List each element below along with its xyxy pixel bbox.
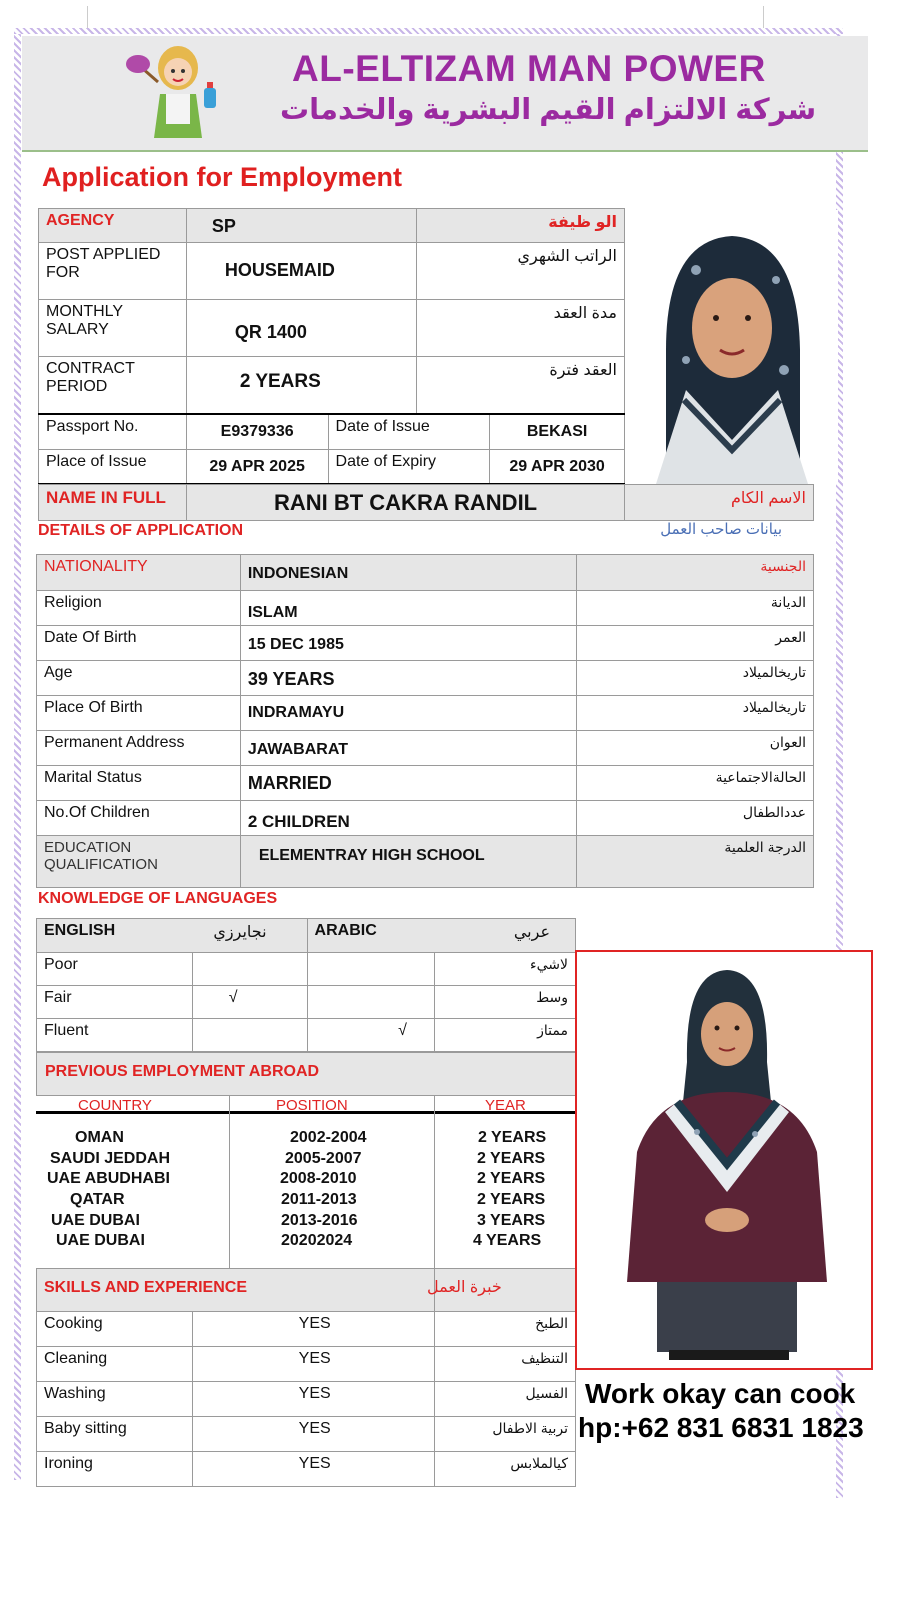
details-section-title-ar: بيانات صاحب العمل: [660, 521, 782, 538]
skill-babysitting-label: Baby sitting: [37, 1417, 193, 1452]
maid-mascot-logo: [122, 38, 232, 150]
frame-top: [14, 28, 843, 34]
education-value: ELEMENTRAY HIGH SCHOOL: [240, 836, 577, 888]
guide-line-left: [87, 6, 88, 28]
nationality-value: INDONESIAN: [240, 555, 577, 591]
address-label: Permanent Address: [37, 731, 241, 766]
lang-level-fluent-ar: ممتاز: [435, 1019, 576, 1052]
employment-row: [36, 1231, 576, 1252]
age-value: 39 YEARS: [240, 661, 577, 696]
lang-level-fair: Fair: [37, 986, 193, 1019]
age-label-ar: تاريخالميلاد: [577, 661, 814, 696]
employment-row: [36, 1169, 576, 1190]
employment-years: 4 YEARS: [473, 1232, 542, 1250]
salary-label: MONTHLY SALARY: [39, 300, 187, 357]
place-of-birth-label-ar: تاريخالميلاد: [577, 696, 814, 731]
employment-section-title: PREVIOUS EMPLOYMENT ABROAD: [45, 1063, 320, 1080]
expiry-date-value: 29 APR 2030: [490, 449, 625, 484]
lang-level-poor-ar: لاشيء: [435, 953, 576, 986]
place-of-birth-value: INDRAMAYU: [240, 696, 577, 731]
english-header: ENGLISH: [44, 922, 116, 939]
contract-label: CONTRACT PERIOD: [39, 357, 187, 414]
note-line-1: Work okay can cook: [585, 1378, 856, 1409]
nationality-label-ar: الجنسية: [577, 555, 814, 591]
employment-period: 2005-2007: [285, 1149, 362, 1167]
skills-title-cell: [37, 1269, 502, 1312]
lang-fluent-english: [192, 1019, 307, 1052]
skill-ironing-label-ar: كيالملابس: [435, 1452, 576, 1487]
agency-label-ar: الو ظيفة: [416, 209, 624, 243]
passport-no-label: Passport No.: [39, 414, 187, 449]
skill-babysitting-value: YES: [192, 1417, 435, 1452]
frame-left: [14, 28, 21, 1480]
marital-status-label: Marital Status: [37, 766, 241, 801]
skill-washing-label: Washing: [37, 1382, 193, 1417]
skill-cooking-label-ar: الطبخ: [435, 1312, 576, 1347]
post-value: HOUSEMAID: [186, 243, 416, 300]
guide-line-right: [763, 6, 764, 28]
lang-poor-arabic: [307, 953, 435, 986]
skill-cooking-label: Cooking: [37, 1312, 193, 1347]
lang-fluent-arabic: √: [307, 1019, 435, 1052]
employment-row: [36, 1190, 576, 1211]
agency-label: AGENCY: [39, 209, 187, 243]
address-value: JAWABARAT: [240, 731, 577, 766]
skill-babysitting-label-ar: تربية الاطفال: [435, 1417, 576, 1452]
employment-period: 2011-2013: [281, 1191, 357, 1209]
skill-washing-value: YES: [192, 1382, 435, 1417]
english-header-ar: نجايرزي: [213, 924, 267, 941]
employment-country: SAUDI JEDDAH: [50, 1149, 171, 1167]
post-label-ar: الراتب الشهري: [416, 243, 624, 300]
full-name-label: NAME IN FULL: [39, 485, 187, 521]
arabic-header: ARABIC: [314, 922, 377, 939]
skill-ironing-value: YES: [192, 1452, 435, 1487]
full-name-label-ar: الاسم الكام: [625, 485, 814, 521]
skill-cooking-value: YES: [192, 1312, 435, 1347]
lang-fair-arabic: [307, 986, 435, 1019]
company-name-en: AL-ELTIZAM MAN POWER: [292, 48, 766, 89]
col-year-header: YEAR: [485, 1097, 526, 1114]
english-header-cell: [37, 919, 308, 953]
employment-period: 20202024: [281, 1232, 353, 1250]
marital-status-value: MARRIED: [240, 766, 577, 801]
note-phone: hp:+62 831 6831 1823: [578, 1412, 864, 1443]
marital-status-label-ar: الحالةالاجتماعية: [577, 766, 814, 801]
education-label-ar: الدرجة العلمية: [577, 836, 814, 888]
skills-table: [36, 1268, 576, 1487]
arabic-header-cell: [307, 919, 575, 953]
employment-rows: [36, 1128, 576, 1252]
details-section-title: DETAILS OF APPLICATION: [38, 522, 244, 539]
employment-period: 2013-2016: [281, 1211, 358, 1229]
dob-label-ar: العمر: [577, 626, 814, 661]
lang-fair-english: √: [192, 986, 307, 1019]
full-name-table: [38, 484, 814, 521]
issue-date-label: Date of Issue: [328, 414, 490, 449]
skill-cleaning-label: Cleaning: [37, 1347, 193, 1382]
place-of-issue-value: 29 APR 2025: [186, 449, 328, 484]
employment-country: OMAN: [75, 1129, 124, 1146]
lang-level-fair-ar: وسط: [435, 986, 576, 1019]
passport-no-value: E9379336: [186, 414, 328, 449]
arabic-header-ar: عربي: [513, 924, 550, 941]
religion-label-ar: الديانة: [577, 591, 814, 626]
header-banner: [22, 36, 868, 152]
employment-years: 2 YEARS: [478, 1129, 547, 1146]
issue-date-value: BEKASI: [490, 414, 625, 449]
lang-level-poor: Poor: [37, 953, 193, 986]
portrait-photo: [626, 210, 838, 484]
employment-years: 2 YEARS: [477, 1191, 546, 1209]
employment-country: UAE DUBAI: [56, 1232, 145, 1250]
children-label: No.Of Children: [37, 801, 241, 836]
languages-table: [36, 918, 576, 1052]
dob-label: Date Of Birth: [37, 626, 241, 661]
religion-label: Religion: [37, 591, 241, 626]
employment-years: 2 YEARS: [477, 1170, 546, 1188]
expiry-date-label: Date of Expiry: [328, 449, 490, 484]
nationality-label: NATIONALITY: [37, 555, 241, 591]
agency-value: SP: [186, 209, 416, 243]
religion-value: ISLAM: [240, 591, 577, 626]
employment-years: 2 YEARS: [477, 1149, 546, 1167]
col-country-header: COUNTRY: [78, 1097, 152, 1114]
passport-table: [38, 413, 625, 485]
children-value: 2 CHILDREN: [240, 801, 577, 836]
skill-washing-label-ar: الفسيل: [435, 1382, 576, 1417]
employment-row: [36, 1149, 576, 1170]
skill-cleaning-value: YES: [192, 1347, 435, 1382]
salary-label-ar: مدة العقد: [416, 300, 624, 357]
col-position-header: POSITION: [276, 1097, 348, 1114]
skills-section-title: SKILLS AND EXPERIENCE: [44, 1279, 247, 1296]
post-label: POST APPLIED FOR: [39, 243, 187, 300]
contract-label-ar: العقد فترة: [416, 357, 624, 414]
skills-section-title-ar: خبرة العمل: [427, 1279, 502, 1296]
employment-period: 2002-2004: [290, 1129, 367, 1146]
employment-period: 2008-2010: [280, 1170, 357, 1188]
lang-poor-english: [192, 953, 307, 986]
employment-years: 3 YEARS: [477, 1211, 546, 1229]
lang-level-fluent: Fluent: [37, 1019, 193, 1052]
job-info-table: [38, 208, 625, 414]
employment-row: [36, 1128, 576, 1149]
address-label-ar: العوان: [577, 731, 814, 766]
employment-country: UAE ABUDHABI: [47, 1170, 170, 1188]
place-of-birth-label: Place Of Birth: [37, 696, 241, 731]
dob-value: 15 DEC 1985: [240, 626, 577, 661]
company-name-ar: شركة الالتزام القيم البشرية والخدمات: [280, 94, 817, 126]
languages-section-title: KNOWLEDGE OF LANGUAGES: [38, 890, 278, 907]
contract-value: 2 YEARS: [186, 357, 416, 414]
full-name-value: RANI BT CAKRA RANDIL: [186, 485, 624, 521]
employment-country: QATAR: [70, 1191, 125, 1209]
age-label: Age: [37, 661, 241, 696]
skill-cleaning-label-ar: التنظيف: [435, 1347, 576, 1382]
employment-title-bar: [36, 1052, 576, 1096]
children-label-ar: عددالطفال: [577, 801, 814, 836]
details-table: [36, 554, 814, 888]
salary-value: QR 1400: [186, 300, 416, 357]
skill-ironing-label: Ironing: [37, 1452, 193, 1487]
education-label: EDUCATION QUALIFICATION: [37, 836, 241, 888]
place-of-issue-label: Place of Issue: [39, 449, 187, 484]
employment-header-row: [36, 1096, 576, 1114]
full-body-photo: [575, 950, 873, 1370]
employment-row: [36, 1211, 576, 1232]
employment-country: UAE DUBAI: [51, 1211, 140, 1229]
page-title: Application for Employment: [42, 162, 403, 192]
